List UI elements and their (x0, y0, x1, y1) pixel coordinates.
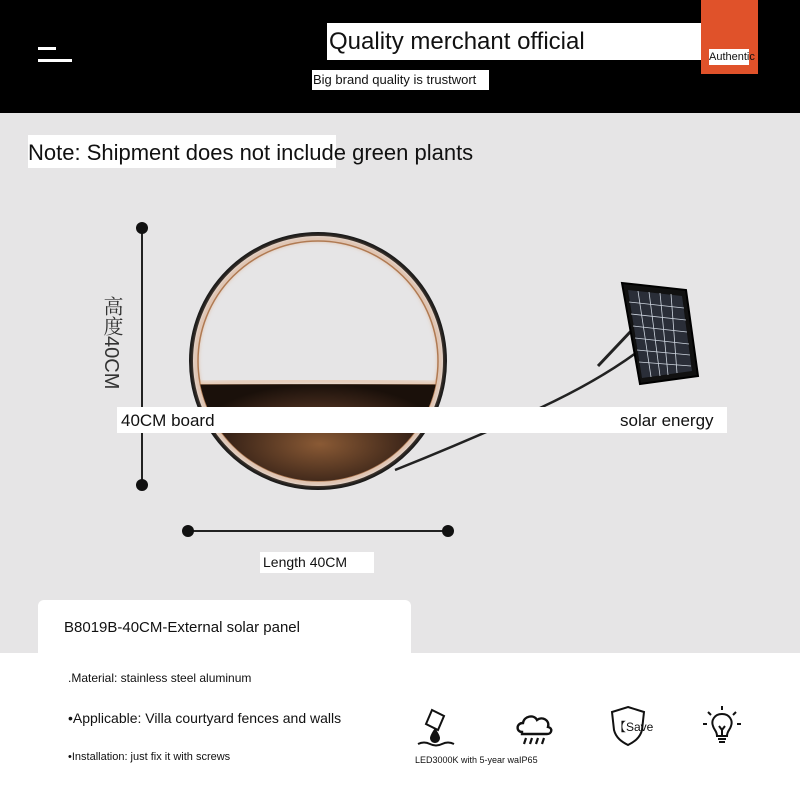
spec-installation: •Installation: just fix it with screws (68, 751, 231, 763)
waterproof-icon (414, 704, 458, 748)
light-bulb-icon (700, 704, 744, 748)
model-card (38, 600, 411, 660)
shipment-note: Note: Shipment does not include green plants (28, 135, 336, 168)
solar-energy-label: solar energy (620, 411, 714, 430)
spec-applicable: •Applicable: Villa courtyard fences and walls (68, 710, 342, 726)
page-title: Quality merchant official (327, 23, 749, 60)
length-label: Length 40CM (260, 552, 374, 573)
board-label-strip (117, 407, 727, 433)
length-dimension-line (182, 525, 454, 537)
page-subtitle: Big brand quality is trustwort (312, 70, 489, 90)
spec-material: .Material: stainless steel aluminum (68, 671, 252, 685)
rain-cloud-icon (512, 706, 556, 750)
height-dimension-line (136, 222, 148, 491)
height-label: 高度40CM (100, 296, 122, 390)
feature-caption: LED3000K with 5-year waIP65 (415, 755, 538, 765)
authentic-badge-label: Authentic (709, 51, 755, 63)
board-label: 40CM board (121, 411, 215, 430)
model-name: B8019B-40CM-External solar panel (64, 619, 300, 636)
save-label: 【Save (614, 720, 654, 734)
